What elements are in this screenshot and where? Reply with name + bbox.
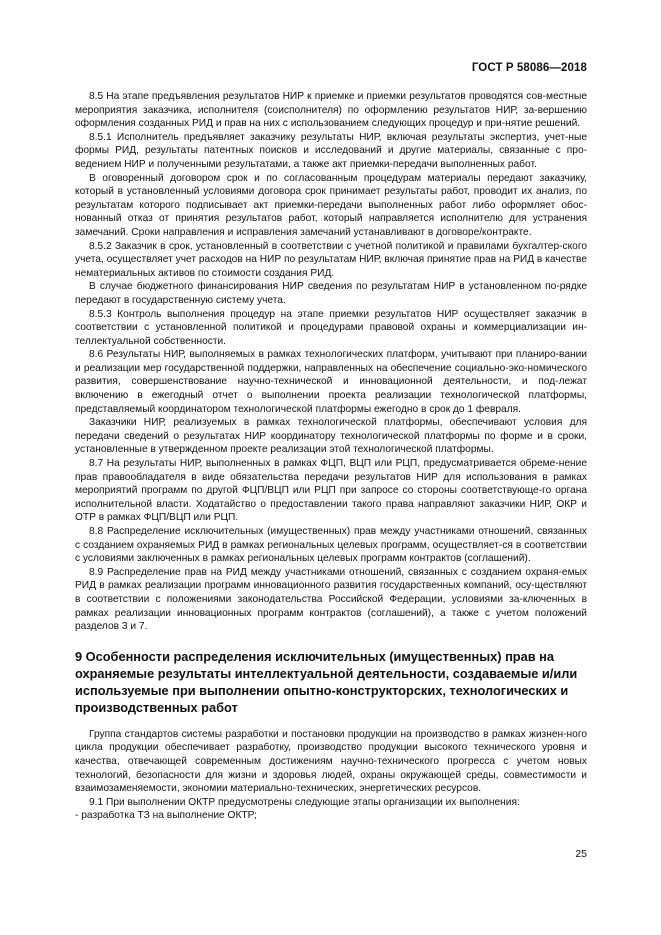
paragraph-8-5: 8.5 На этапе предъявления результатов НИР к приемке и приемки результатов проводятся сов-местные мероприятия заказчика, исполнителя (соисполнителя) по оформлению результатов НИР, за-вершению оформления созданных РИД и прав на них с использованием следующих процедур и при-нятие решений.	[75, 91, 587, 130]
paragraph: В случае бюджетного финансирования НИР сведения по результатам НИР в установленном по-рядке передают в государственную систему учета.	[75, 281, 587, 306]
paragraph: В оговоренный договором срок и по согласованным процедурам материалы передают заказчику, который в установленный условиями договора срок принимает результаты работ, проводит их анализ, по результатам которого подписывает акт приемки-передачи выполненных работ либо оформляет обос-нованный отказ от принятия результатов работ, который направляется исполнителю для устранения замечаний. Сроки направления и исправления замечаний устанавливают в договоре/контракте.	[75, 172, 587, 238]
paragraph: Группа стандартов системы разработки и постановки продукции на производство в рамках жизнен-ного цикла продукции обеспечивает разработку, производство продукции высокого технического уровня и качества, отвечающей современным достижениям научно-технического прогресса с учетом новых технологий, безопасности для жизни и здоровья людей, охраны окружающей среды, совместимости и взаимозаменяемости, экономии материально-технических, энергетических ресурсов.	[75, 728, 587, 795]
standard-header: ГОСТ Р 58086—2018	[471, 62, 587, 74]
paragraph-8-5-2: 8.5.2 Заказчик в срок, установленный в соответствии с учетной политикой и правилами бухгалтер-ского учета, осуществляет учет расходов на НИР по результатам НИР, включая принятие прав на РИД в качестве нематериальных активов по стоимости создания РИД.	[75, 240, 587, 279]
paragraph-8-5-3: 8.5.3 Контроль выполнения процедур на этапе приемки результатов НИР осуществляет заказчик в соответствии с установленной политикой и процедурами правовой охраны и коммерциализации ин-теллектуальной собственности.	[75, 308, 587, 347]
paragraph-8-6: 8.6 Результаты НИР, выполняемых в рамках технологических платформ, учитывают при планиро-вании и реализации мер государственной поддержки, направленных на обеспечение социально-эко-номического развития, совершенствование научно-технической и инновационной деятельности, и под-лежат включению в ежегодный отчет о выполнении проекта реализации технологической платформы, представляемый координатором технологической платформы ежегодно в срок до 1 февраля.	[75, 349, 587, 415]
document-body	[75, 90, 587, 823]
paragraph-8-5-1: 8.5.1 Исполнитель предъявляет заказчику результаты НИР, включая результаты экспертиз, учет-ные формы РИД, результаты патентных поисков и исследований и другие материалы, связанные с про-ведением НИР и полученными результатами, а также акт приемки-передачи выполненных работ.	[75, 131, 587, 170]
page-number: 25	[575, 848, 587, 860]
section-9-title: 9 Особенности распределения исключительных (имущественных) прав на охраняемые результаты интеллектуальной деятельности, создаваемые и/или используемые при выполнении опытно-конструкторских, технологических и производственных работ	[75, 648, 578, 715]
paragraph-8-9: 8.9 Распределение прав на РИД между участниками отношений, связанных с созданием охраня-емых РИД в рамках реализации программ инновационного развития государственных компаний, осу-ществляют в соответствии с положениями законодательства Российской Федерации, условиями за-ключенных в рамках реализации инновационных программ контрактов (соглашений), а также с учетом положений разделов 3 и 7.	[75, 566, 587, 633]
paragraph: Заказчики НИР, реализуемых в рамках технологической платформы, обеспечивают условия для передачи сведений о результатах НИР координатору технологической платформы по форме и в сроки, установленные в утвержденном проекте реализации этой технологической платформы.	[75, 417, 587, 456]
paragraph-9-1: 9.1 При выполнении ОКТР предусмотрены следующие этапы организации их выполнения:	[89, 796, 520, 808]
paragraph-8-8: 8.8 Распределение исключительных (имущественных) прав между участниками отношений, связанных с созданием охраняемых РИД в рамках региональных целевых программ, осуществляет-ся в соответствии с условиями заключенных в рамках региональных целевых программ контрактов (соглашений).	[75, 526, 587, 565]
list-item: - разработка ТЗ на выполнение ОКТР;	[75, 810, 258, 822]
paragraph-8-7: 8.7 На результаты НИР, выполненных в рамках ФЦП, ВЦП или РЦП, предусматривается обреме-нение прав правообладателя в виде обязательства передачи результатов НИР для использования в рамках мероприятий программ по другой ФЦП/ВЦП или РЦП при запросе со стороны соответствующе-го органа исполнительной власти. Ходатайство о предоставлении такого права направляют заказчики НИР, ОКР и ОТР в рамках ФЦП/ВЦП или РЦП.	[75, 458, 587, 524]
